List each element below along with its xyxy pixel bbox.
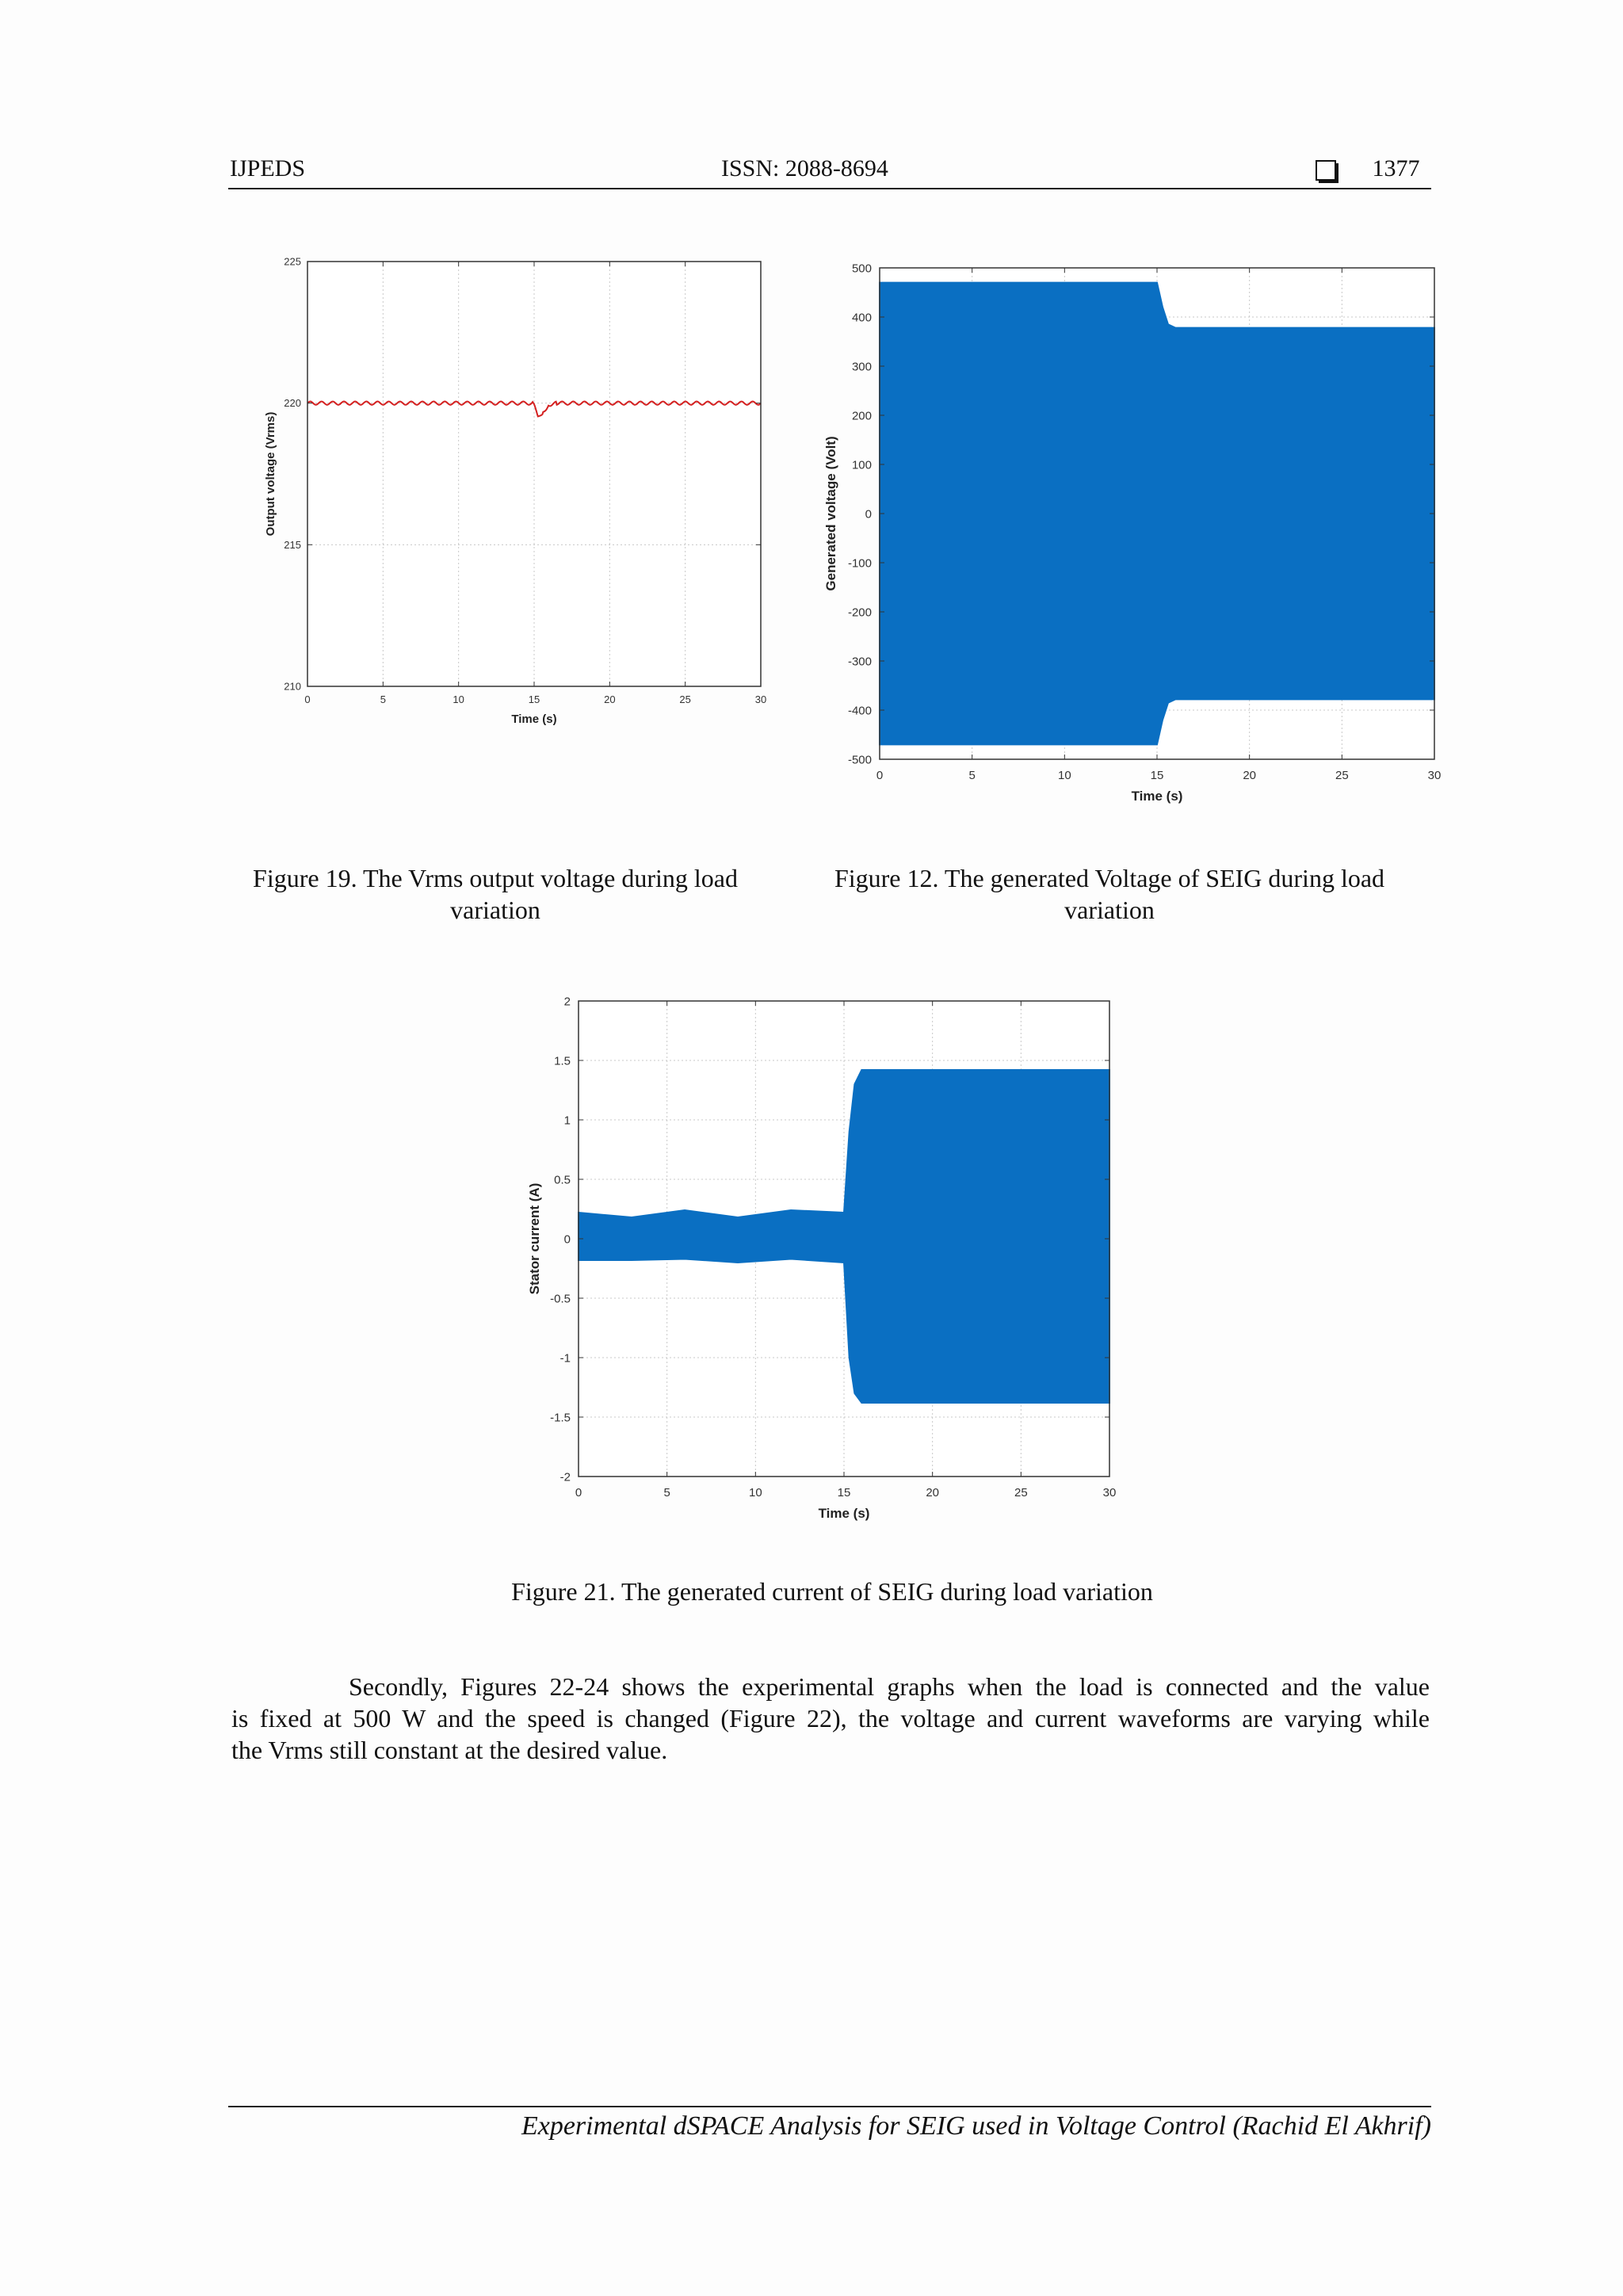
paragraph-line-2: is fixed at 500 W and the speed is changed (Figure 22), the voltage and current waveforms are varying while [231,1704,1430,1733]
y-tick-label: -2 [559,1470,571,1484]
y-tick-label: 0 [563,1232,571,1247]
y-axis-label: Generated voltage (Volt) [823,436,838,591]
y-tick-label: 1 [563,1114,571,1128]
y-tick-label: -100 [847,556,872,571]
footer-rule [228,2106,1431,2107]
y-tick-label: 0.5 [554,1173,571,1187]
fig12-caption-line2: variation [1064,896,1155,924]
x-tick-label: 20 [604,693,616,705]
x-tick-label: 25 [1014,1486,1028,1499]
current-chart [515,987,1125,1534]
paragraph-line-1: Secondly, Figures 22-24 shows the experimental graphs when the load is connected and the value [349,1672,1430,1701]
x-tick-label: 0 [304,693,311,705]
paragraph-line-3: the Vrms still constant at the desired value. [231,1736,668,1764]
fig19-caption-line2: variation [450,896,540,924]
y-tick-label: -500 [847,753,872,767]
fig21-caption: Figure 21. The generated current of SEIG during load variation [511,1577,1153,1606]
y-tick-label: 100 [851,458,872,472]
x-tick-label: 10 [453,693,464,705]
y-tick-label: 2 [563,995,571,1009]
y-tick-label: 200 [851,409,872,423]
x-axis-label: Time (s) [818,1506,870,1521]
x-tick-label: 5 [968,769,976,782]
y-tick-label: -300 [847,655,872,669]
y-tick-label: -0.5 [550,1292,571,1306]
fig19-caption-line1: Figure 19. The Vrms output voltage during load [253,864,738,892]
y-tick-label: 1.5 [554,1054,571,1068]
footer-text: Experimental dSPACE Analysis for SEIG used in Voltage Control (Rachid El Akhrif) [521,2111,1431,2141]
y-tick-label: 400 [851,311,872,325]
fig19-caption [222,862,769,926]
header-rule [228,188,1431,189]
y-tick-label: -200 [847,606,872,620]
x-tick-label: 30 [754,693,767,705]
x-tick-label: 25 [679,693,691,705]
page-number: 1377 [1372,155,1420,181]
x-tick-label: 30 [1427,769,1442,782]
y-axis-label: Stator current (A) [527,1182,542,1295]
x-axis-label: Time (s) [1131,789,1183,804]
y-tick-label: 225 [284,255,301,268]
y-tick-label: 500 [851,262,872,276]
x-tick-label: 10 [748,1486,762,1499]
x-tick-label: 20 [1243,769,1257,782]
y-tick-label: -1 [559,1351,571,1366]
waveform-envelope [880,283,1434,745]
body-paragraph [231,1671,1430,1766]
x-tick-label: 25 [1335,769,1349,782]
page-number-wrap [1316,155,1420,182]
y-tick-label: -400 [847,704,872,718]
vrms-chart [254,246,777,729]
x-tick-label: 15 [1150,769,1164,782]
x-axis-label: Time (s) [511,712,557,726]
x-tick-label: 15 [837,1486,851,1499]
x-tick-label: 0 [876,769,884,782]
y-axis-label: Output voltage (Vrms) [264,411,277,537]
y-tick-label: 220 [284,397,301,410]
x-tick-label: 20 [926,1486,940,1499]
y-tick-label: 210 [284,680,301,693]
fig12-caption-line1: Figure 12. The generated Voltage of SEIG during load [834,864,1385,892]
x-tick-label: 10 [1057,769,1071,782]
voltage-chart [816,254,1450,816]
y-tick-label: 0 [865,507,872,521]
journal-name: IJPEDS [230,155,306,181]
fig12-caption [792,862,1426,926]
issn: ISSN: 2088-8694 [721,155,888,181]
x-tick-label: 5 [380,693,386,705]
y-tick-label: 300 [851,360,872,374]
y-tick-label: -1.5 [550,1411,571,1425]
x-tick-label: 15 [528,693,540,705]
x-tick-label: 0 [575,1486,582,1499]
box-icon [1316,160,1336,181]
x-tick-label: 5 [663,1486,670,1499]
x-tick-label: 30 [1102,1486,1117,1499]
y-tick-label: 215 [284,538,301,551]
